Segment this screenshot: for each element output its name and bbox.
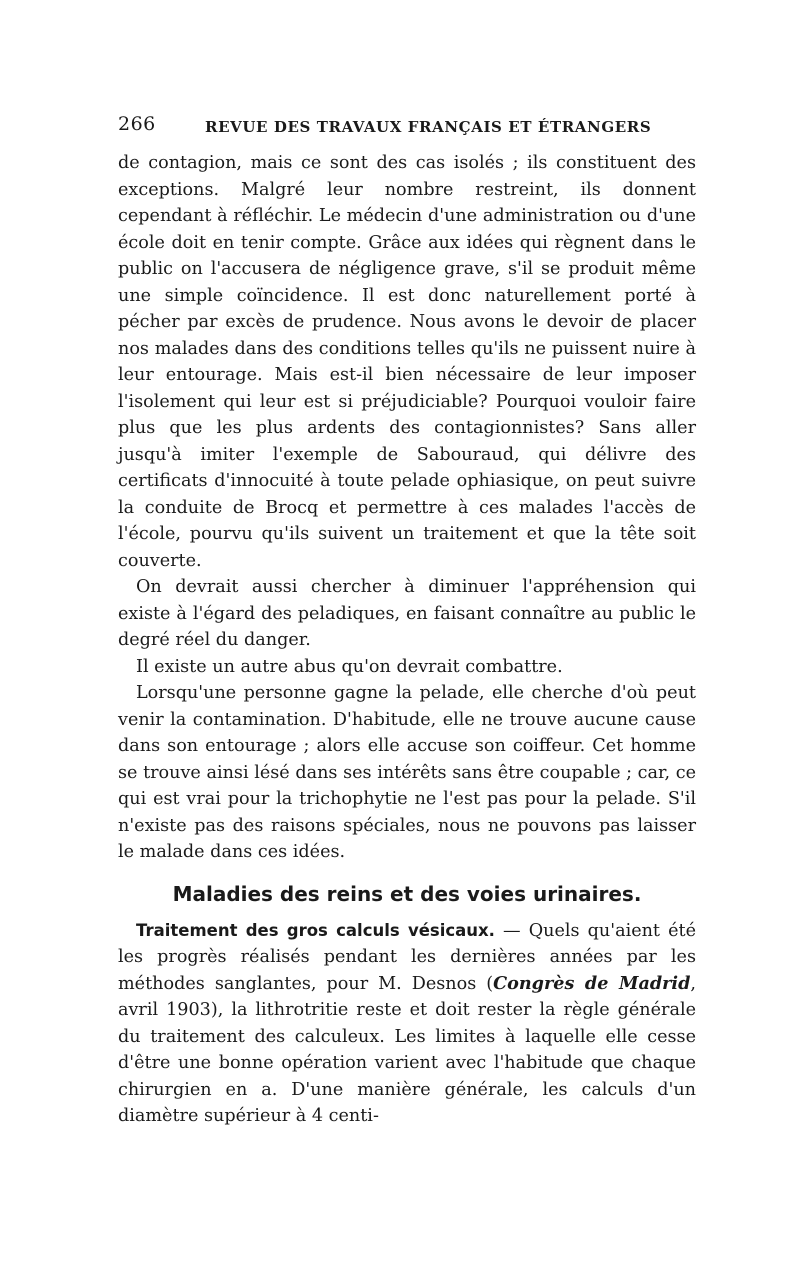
paragraph-calculs	[118, 918, 696, 1130]
paragraph-apprehension: On devrait aussi chercher à diminuer l'appréhension qui existe à l'égard des peladiques, en faisant connaître au public le degré réel du danger.	[118, 577, 696, 650]
page-number: 266	[118, 113, 156, 135]
citation: Congrès de Madrid	[493, 972, 691, 994]
article-body	[118, 150, 696, 1130]
paragraph-abus: Il existe un autre abus qu'on devrait combattre.	[136, 656, 563, 677]
paragraph-contagion: de contagion, mais ce sont des cas isolés ; ils constituent des exceptions. Malgré leur nombre restreint, ils donnent cependant à réfléchir. Le médecin d'une administration ou d'une école doit en tenir compte. Grâce aux idées qui règnent dans le public on l'accusera de négligence grave, s'il se produit même une simple coïncidence. Il est donc naturellement porté à pécher par excès de prudence. Nous avons le devoir de placer nos malades dans des conditions telles qu'ils ne puissent nuire à leur entourage. Mais est-il bien nécessaire de leur imposer l'isolement qui leur est si préjudiciable? Pourquoi vouloir faire plus que les plus ardents des contagionnistes? Sans aller jusqu'à imiter l'exemple de Sabouraud, qui délivre des certificats d'innocuité à toute pelade ophiasique, on peut suivre la conduite de Brocq et permettre à ces malades l'accès de l'école, pourvu qu'ils suivent un traitement et que la tête soit couverte.	[118, 153, 696, 571]
paragraph-calculs-intro: — Quels qu'aient été les progrès réalisés pendant les dernières années par les méthodes sanglantes, pour M. Desnos (	[118, 920, 696, 994]
paragraph-coiffeur: Lorsqu'une personne gagne la pelade, elle cherche d'où peut venir la contamination. D'habitude, elle ne trouve aucune cause dans son entourage ; alors elle accuse son coiffeur. Cet homme se trouve ainsi lésé dans ses intérêts sans être coupable ; car, ce qui est vrai pour la trichophytie ne l'est pas pour la pelade. S'il n'existe pas des raisons spéciales, nous ne pouvons pas laisser le malade dans ces idées.	[118, 683, 696, 862]
running-title: REVUE DES TRAVAUX FRANÇAIS ET ÉTRANGERS	[205, 118, 652, 136]
subsection-title: Traitement des gros calculs vésicaux.	[136, 920, 495, 940]
section-title: Maladies des reins et des voies urinaires.	[172, 881, 642, 906]
paragraph-calculs-rest: , avril 1903), la lithrotritie reste et doit rester la règle générale du traitement des calculeux. Les limites à laquelle elle cesse d'être une bonne opération varient avec l'habitude que chaque chirurgien en a. D'une manière générale, les calculs d'un diamètre supérieur à 4 centi-	[118, 973, 696, 1126]
